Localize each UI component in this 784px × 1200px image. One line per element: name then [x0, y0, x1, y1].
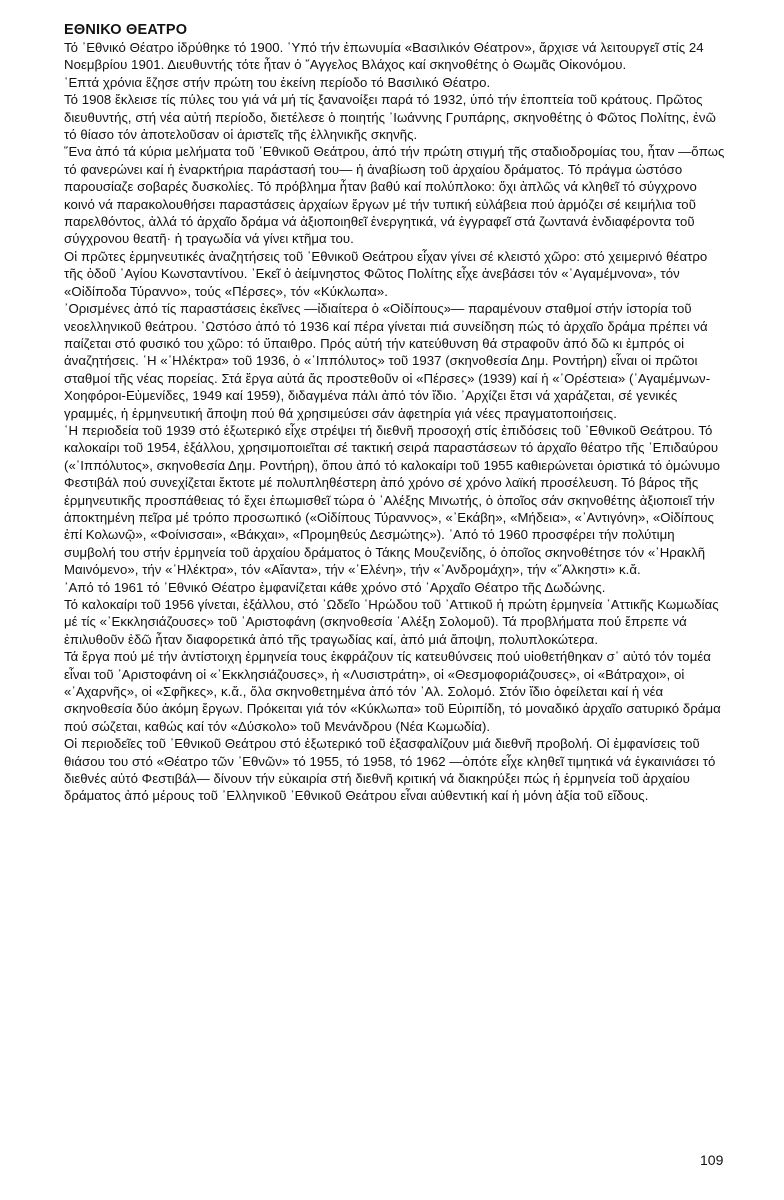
paragraph-ancient-drama-revival: ῞Ενα ἀπό τά κύρια μελήματα τοῦ ᾽Εθνικοῦ Θεάτρου, ἀπό τήν πρώτη στιγμή τῆς σταδιοδρομίας του, ἦταν —ὅπως τό φανερώνει καί ἡ ἐναρκτήρια παράστασή του— ἡ ἀναβίωση τοῦ ἀρχαίου δράματος. Τό πράγμα ὡστόσο παρουσίαζε σοβαρές δυσκολίες. Τό πρόβλημα ἦταν βαθύ καί πολύπλοκο: ὄχι ἁπλῶς νά κληθεῖ τό σύγχρονο κοινό νά παρακολουθήσει παραστάσεις ἀρχαίων ἔργων μέ τήν τυπική εὐλάβεια πού ἁρμόζει σέ κειμήλια τοῦ παρελθόντος, ἀλλά τό ἀρχαῖο δράμα νά ἀξιοποιηθεῖ ἐνεργητικά, νά ἐγγραφεῖ στά ζωντανά ἐνδιαφέροντα τοῦ σύγχρονου θεατῆ· ἡ τραγωδία νά γίνει κτῆμα του.: [64, 144, 725, 247]
paragraph-dodona: ᾽Από τό 1961 τό ᾽Εθνικό Θέατρο ἐμφανίζεται κάθε χρόνο στό ᾽Αρχαῖο Θέατρο τῆς Δωδώνης.: [64, 579, 606, 595]
paragraph-attic-comedy: Τό καλοκαίρι τοῦ 1956 γίνεται, ἐξάλλου, στό ᾽Ωδεῖο ῾Ηρώδου τοῦ ᾽Αττικοῦ ἡ πρώτη ἑρμηνεία ᾽Αττικῆς Κωμωδίας μέ τίς «᾽Εκκλησιάζουσες» τοῦ ᾽Αριστοφάνη (σκηνοθεσία ᾽Αλέξη Σολομοῦ). Τά προβλήματα πού ἔπρεπε νά ἐπιλυθοῦν ἐδῶ ἦταν διαφορετικά ἀπό τῆς τραγωδίας καί, ἀπό μιά ἄποψη, πολυπλοκώτερα.: [64, 597, 719, 647]
paragraph-reopening-1932: Τό 1908 ἔκλεισε τίς πύλες του γιά νά μή τίς ξανανοίξει παρά τό 1932, ὑπό τήν ἐποπτεία τοῦ κράτους. Πρῶτος διευθυντής, στή νέα αὐτή περίοδο, διετέλεσε ὁ ποιητής ᾽Ιωάννης Γρυπάρης, σκηνοθέτης ὁ Φῶτος Πολίτης, ἐνῶ τό θίασο τόν ἀποτελοῦσαν οἱ ἀριστεῖς τῆς ἑλληνικῆς σκηνῆς.: [64, 92, 716, 143]
page-title: ΕΘΝΙΚΟ ΘΕΑΤΡΟ: [64, 22, 188, 38]
page-content: [64, 22, 730, 805]
page-number: 109: [700, 1152, 724, 1168]
paragraph-first-interpretations: Οἱ πρῶτες ἑρμηνευτικές ἀναζητήσεις τοῦ ᾽Εθνικοῦ Θεάτρου εἶχαν γίνει σέ κλειστό χῶρο: στό χειμερινό θέατρο τῆς ὁδοῦ ῾Αγίου Κωνσταντίνου. ᾽Εκεῖ ὁ ἀείμνηστος Φῶτος Πολίτης εἶχε ἀνεβάσει τόν «᾽Αγαμέμνονα», τόν «Οἰδίποδα Τύραννο», τούς «Πέρσες», τόν «Κύκλωπα».: [64, 248, 708, 299]
paragraph-international-tours: Οἱ περιοδεῖες τοῦ ᾽Εθνικοῦ Θεάτρου στό ἐξωτερικό τοῦ ἐξασφαλίζουν μιά διεθνῆ προβολή. Οἱ ἐμφανίσεις τοῦ θιάσου του στό «Θέατρο τῶν ᾽Εθνῶν» τό 1955, τό 1958, τό 1962 —ὁπότε εἶχε κληθεῖ τιμητικά νά ἐγκαινιάσει τό διεθνές αὐτό Φεστιβάλ— δίνουν τήν εὐκαιρία στή διεθνῆ κριτική νά διακηρύξει πώς ἡ ἑρμηνεία τοῦ ἀρχαίου δράματος ἀπό μέρους τοῦ ᾽Ελληνικοῦ ᾽Εθνικοῦ Θεάτρου εἶναι αὐθεντική καί ἡ μόνη ἀξία τοῦ εἴδους.: [64, 736, 716, 804]
paragraph-epidaurus-festival: ῾Η περιοδεία τοῦ 1939 στό ἐξωτερικό εἶχε στρέψει τή διεθνῆ προσοχή στίς ἐπιδόσεις τοῦ ᾽Εθνικοῦ Θεάτρου. Τό καλοκαίρι τοῦ 1954, ἐξάλλου, χρησιμοποιεῖται σέ τακτική σειρά παραστάσεων τό ἀρχαῖο θέατρο τῆς ᾽Επιδαύρου («῾Ιππόλυτος», σκηνοθεσία Δημ. Ροντήρη), ὅπου ἀπό τό καλοκαίρι τοῦ 1955 καθιερώνεται ὁριστικά τό ὁμώνυμο Φεστιβάλ πού συνεχίζεται ἔκτοτε μέ πολυπληθέστερη ἀπό χρόνο σέ χρόνο λαϊκή προσέλευση. Τό βάρος τῆς ἑρμηνευτικῆς προσπάθειας τό ἔχει ἐπωμισθεῖ τώρα ὁ ᾽Αλέξης Μινωτής, ὁ ὁποῖος σάν σκηνοθέτης ἀξιοποιεῖ τήν ἀποκτημένη πεῖρα μέ τρόπο προσωπικό («Οἰδίπους Τύραννος», «᾽Εκάβη», «Μήδεια», «᾽Αντιγόνη», «Οἰδίπους ἐπί Κολωνῷ», «Φοίνισσαι», «Βάκχαι», «Προμηθεύς Δεσμώτης»). ᾽Από τό 1960 προσφέρει τήν πολύτιμη συμβολή του στήν ἑρμηνεία τοῦ ἀρχαίου δράματος ὁ Τάκης Μουζενίδης, ὁ ὁποῖος σκηνοθέτησε τόν «῾Ηρακλῆ Μαινόμενο», τήν «᾽Ηλέκτρα», τόν «Αἴαντα», τήν «῾Ελένη», τήν «᾽Ανδρομάχη», τήν «῎Αλκηστι» κ.ἄ.: [64, 422, 720, 578]
paragraph-founding: Τό ᾽Εθνικό Θέατρο ἱδρύθηκε τό 1900. ῾Υπό τήν ἐπωνυμία «Βασιλικόν Θέατρον», ἄρχισε νά λειτουργεῖ στίς 24 Νοεμβρίου 1901. Διευθυντής τότε ἦταν ὁ ῎Αγγελος Βλάχος καί σκηνοθέτης ὁ Θωμᾶς Οἰκονόμου.: [64, 40, 704, 73]
paragraph-comedy-works: Τά ἔργα πού μέ τήν ἀντίστοιχη ἑρμηνεία τους ἐκφράζουν τίς κατευθύνσεις πού υἱοθετήθηκαν σ᾽ αὐτό τόν τομέα εἶναι τοῦ ᾽Αριστοφάνη οἱ «᾽Εκκλησιάζουσες», ἡ «Λυσιστράτη», οἱ «Θεσμοφοριάζουσες», οἱ «Βάτραχοι», οἱ «᾽Αχαρνῆς», οἱ «Σφῆκες», κ.ἄ., ὅλα σκηνοθετημένα ἀπό τόν ᾽Αλ. Σολομό. Στόν ἴδιο ὀφείλεται καί ἡ νέα σκηνοθεσία δύο ἀκόμη ἔργων. Πρόκειται γιά τόν «Κύκλωπα» τοῦ Εὐριπίδη, τό μοναδικό ἀρχαῖο σατυρικό δράμα πού σώζεται, καθώς καί τόν «Δύσκολο» τοῦ Μενάνδρου (Νέα Κωμωδία).: [64, 649, 721, 734]
paragraph-first-period: ῾Επτά χρόνια ἔζησε στήν πρώτη του ἐκείνη περίοδο τό Βασιλικό Θέατρο.: [64, 74, 491, 90]
paragraph-open-air-performances: ᾽Ορισμένες ἀπό τίς παραστάσεις ἐκεῖνες —ἰδιαίτερα ὁ «Οἰδίπους»— παραμένουν σταθμοί στήν ἱστορία τοῦ νεοελληνικοῦ θεάτρου. ῾Ωστόσο ἀπό τό 1936 καί πέρα γίνεται πιά συνείδηση πώς τό ἀρχαῖο δράμα πρέπει νά παίζεται στό φυσικό του χῶρο: τό ὕπαιθρο. Πρός αὐτή τήν κατεύθυνση θά στραφοῦν ἀπό δῶ κι ἐμπρός οἱ ἀναζητήσεις. ῾Η «᾽Ηλέκτρα» τοῦ 1936, ὁ «῾Ιππόλυτος» τοῦ 1937 (σκηνοθεσία Δημ. Ροντήρη) εἶναι οἱ πρῶτοι σταθμοί τῆς νέας πορείας. Στά ἔργα αὐτά ἄς προστεθοῦν οἱ «Πέρσες» (1939) καί ἡ «᾽Ορέστεια» (᾽Αγαμέμνων-Χοηφόροι-Εὐμενίδες, 1949 καί 1959), διδαγμένα πάλι ἀπό τόν ἴδιο. ᾽Αρχίζει ἔτσι νά χαράζεται, σέ γενικές γραμμές, ἡ ἑρμηνευτική ἄποψη πού θά χρησιμεύσει σάν ἀφετηρία γιά νέες πραγματοποιήσεις.: [64, 301, 711, 421]
